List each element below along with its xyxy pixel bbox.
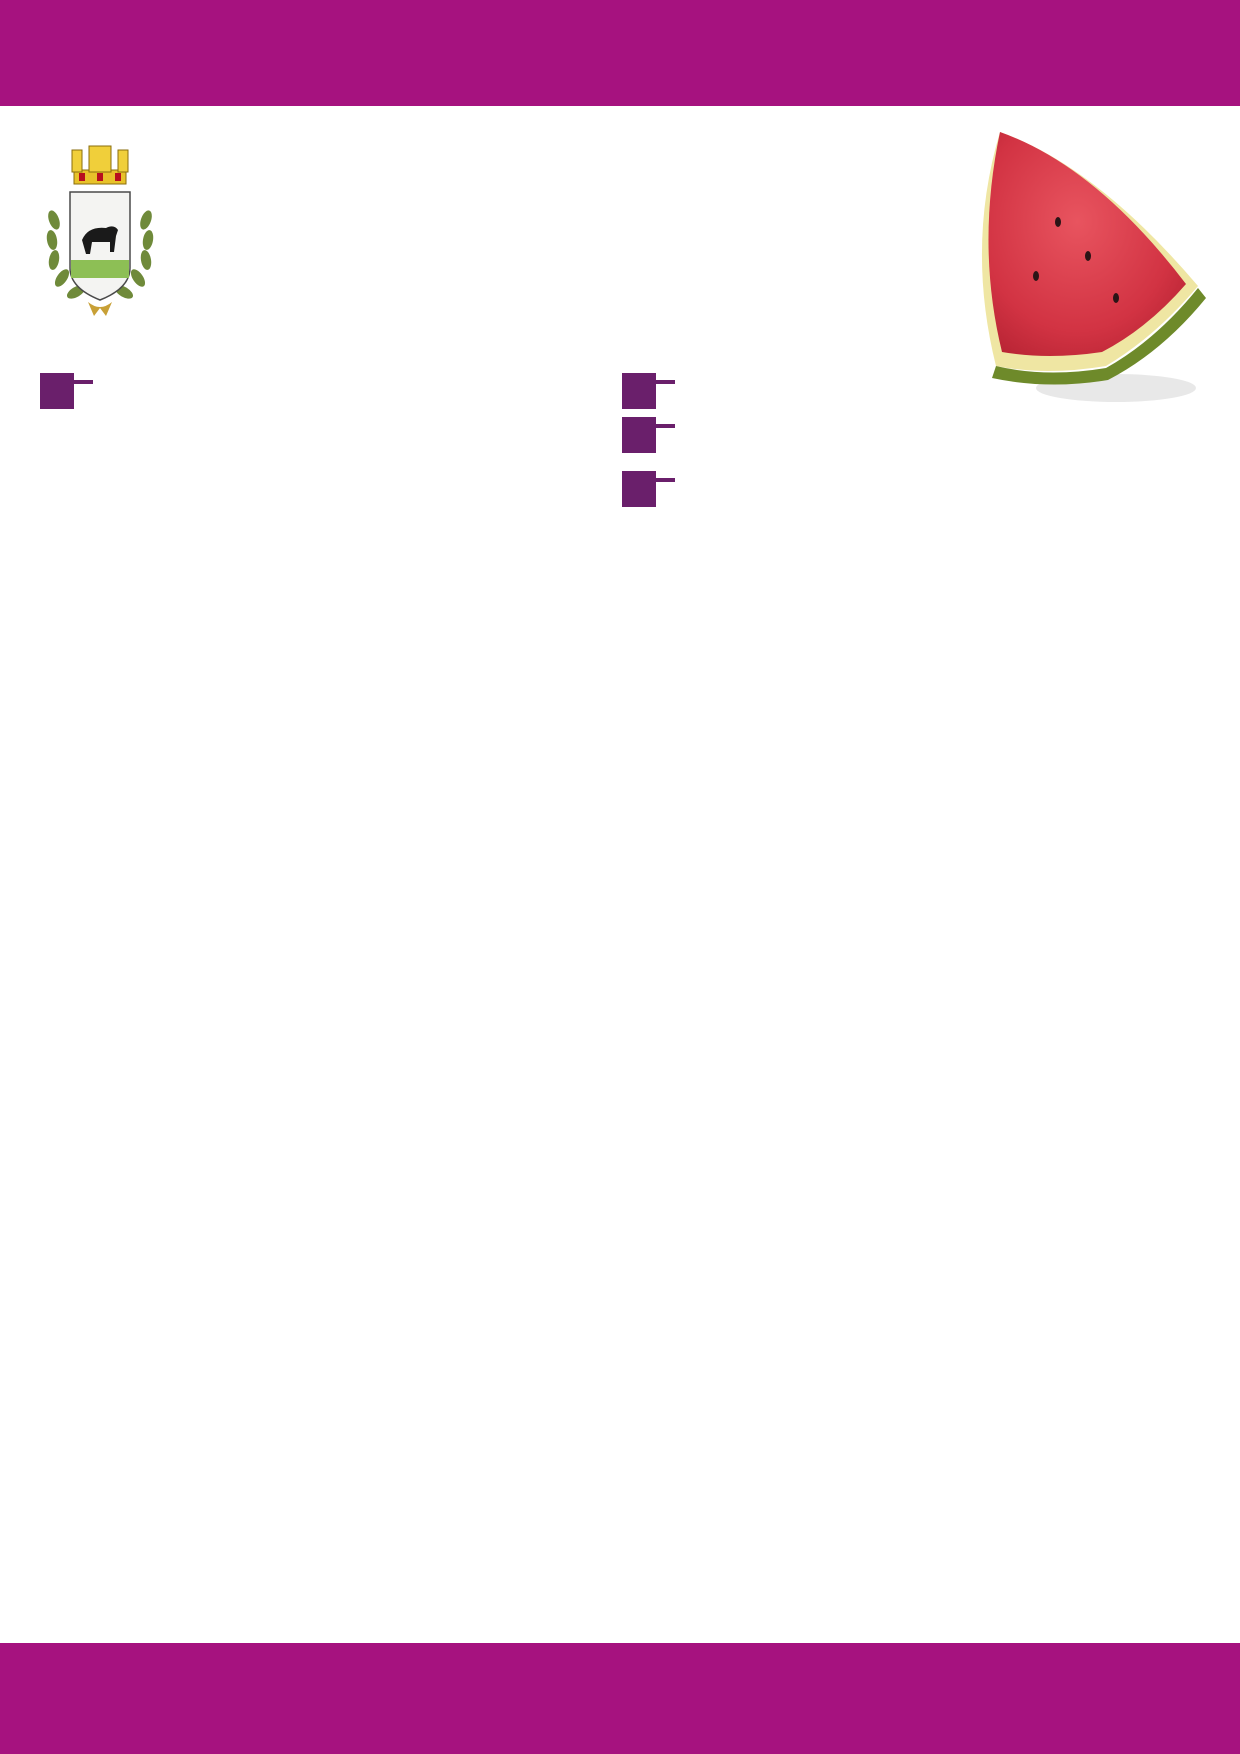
left-program-column: [40, 369, 592, 409]
month-label: [651, 478, 675, 482]
bottom-decorative-band: [0, 1643, 1240, 1754]
month-header-agosto: [622, 417, 1196, 453]
sun-flower-pattern: [0, 1643, 1240, 1754]
month-label: [69, 380, 93, 384]
sun-flower-pattern: [0, 0, 1240, 106]
coat-of-arms-emblem: [44, 140, 156, 320]
month-label: [651, 424, 675, 428]
top-decorative-band: [0, 0, 1240, 106]
shield-icon: [70, 192, 130, 300]
crown-icon: [72, 146, 128, 184]
month-label: [651, 380, 675, 384]
month-header-luglio-2: [622, 373, 1196, 409]
month-header-luglio: [40, 373, 592, 409]
month-header-settembre: [622, 471, 1196, 507]
right-program-column: [622, 369, 1196, 507]
